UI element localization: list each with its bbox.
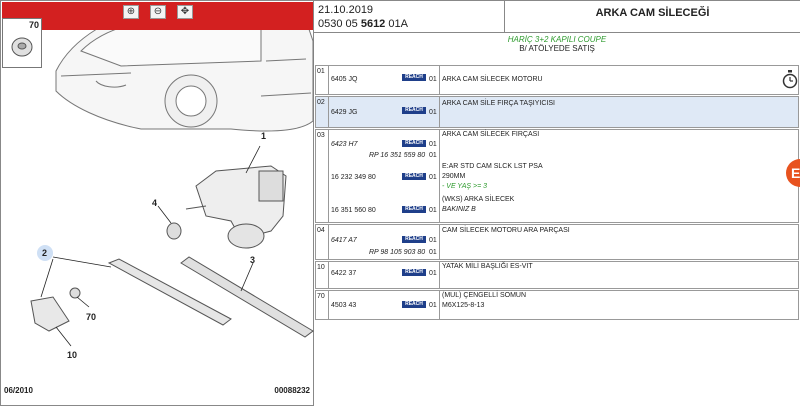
part-description-alt: (WKS) ARKA SİLECEK [442, 196, 515, 203]
part-cell [329, 130, 440, 222]
part-cell [329, 291, 440, 319]
table-row[interactable] [315, 65, 799, 95]
quantity: 01 [429, 270, 437, 277]
part-spec: M6X125-8-13 [442, 302, 485, 309]
part-reference: BAKINIZ B [442, 206, 476, 213]
part-cell [329, 66, 440, 94]
wiper-motor [186, 166, 286, 248]
quantity: 01 [429, 207, 437, 214]
reference-number: 70 [28, 20, 39, 30]
quantity: 01 [429, 237, 437, 244]
part-description: ARKA CAM SİLE FIRÇA TAŞIYICISI [442, 100, 555, 107]
nut-part [70, 288, 80, 298]
part-description: YATAK MİLİ BAŞLIĞI ES-VIT [442, 263, 533, 270]
wiper-arm [109, 259, 231, 325]
quantity: 01 [429, 302, 437, 309]
row-index: 01 [316, 66, 329, 94]
row-index: 02 [316, 97, 329, 127]
wiper-blade [181, 257, 313, 337]
reach-badge: REACH [402, 301, 426, 308]
part-number[interactable]: 6405 JQ [331, 76, 358, 83]
callout-2[interactable]: 2 [42, 248, 48, 258]
row-index: 10 [316, 262, 329, 288]
part-cell [329, 262, 440, 288]
part-number[interactable]: 6423 H7 [331, 141, 358, 148]
row-index: 03 [316, 130, 329, 222]
svg-text:E: E [791, 165, 800, 181]
reach-badge: REACH [402, 74, 426, 81]
reach-badge: REACH [402, 173, 426, 180]
page-title: ARKA CAM SİLECEĞİ [504, 1, 800, 33]
reach-badge: REACH [402, 140, 426, 147]
note-line-2: B/ ATÖLYEDE SATIŞ [519, 44, 595, 53]
quantity: 01 [429, 174, 437, 181]
zoom-out-icon[interactable]: ⊖ [150, 5, 166, 19]
part-description: (MUL) ÇENGELLİ SOMUN [442, 292, 527, 299]
table-row-selected[interactable] [315, 96, 799, 128]
part-number[interactable]: 4503 43 [331, 302, 357, 309]
part-number[interactable]: 6417 A7 [331, 237, 357, 244]
callout-3[interactable]: 3 [250, 255, 256, 265]
part-description: ARKA CAM SİLECEK FIRÇASI [442, 131, 540, 138]
reference-thumbnail[interactable] [2, 18, 42, 68]
callout-10[interactable]: 10 [67, 350, 78, 360]
description-cell [440, 291, 798, 319]
callout-4[interactable]: 4 [152, 198, 158, 208]
quantity: 01 [429, 152, 437, 159]
washer-part [167, 223, 181, 239]
table-row[interactable] [315, 261, 799, 289]
part-number-alt[interactable]: RP 98 105 903 80 [369, 249, 426, 256]
stopwatch-icon[interactable] [782, 69, 798, 89]
part-spec-size: 290MM [442, 173, 466, 180]
part-condition: - VE YAŞ >= 3 [442, 183, 488, 190]
description-cell [440, 262, 798, 288]
row-index: 04 [316, 225, 329, 259]
cap-part [31, 297, 69, 331]
part-number[interactable]: 6422 37 [331, 270, 357, 277]
diagram-panel [0, 0, 314, 406]
part-cell [329, 225, 440, 259]
header-reference [318, 18, 408, 30]
e-badge-icon[interactable] [782, 158, 800, 188]
parts-header [314, 1, 800, 33]
footer-date: 06/2010 [4, 386, 33, 395]
row-index: 70 [316, 291, 329, 319]
callout-70[interactable]: 70 [86, 312, 97, 322]
part-cell [329, 97, 440, 127]
part-description: ARKA CAM SİLECEK MOTORU [442, 76, 543, 83]
reach-badge: REACH [402, 269, 426, 276]
zoom-in-icon[interactable]: ⊕ [123, 5, 139, 19]
reach-badge: REACH [402, 236, 426, 243]
part-description: CAM SİLECEK MOTORU ARA PARÇASI [442, 227, 570, 234]
part-number[interactable]: 16 232 349 80 [331, 174, 376, 181]
quantity: 01 [429, 109, 437, 116]
description-cell [440, 97, 798, 127]
part-number[interactable]: 16 351 560 80 [331, 207, 376, 214]
description-cell [440, 66, 798, 94]
description-cell [440, 225, 798, 259]
quantity: 01 [429, 141, 437, 148]
footer-code: 00088232 [274, 386, 310, 395]
nut-thumbnail-icon [3, 19, 41, 67]
parts-panel [314, 0, 800, 406]
table-row[interactable] [315, 224, 799, 260]
description-cell [440, 130, 798, 222]
table-row[interactable] [315, 290, 799, 320]
quantity: 01 [429, 76, 437, 83]
header-date: 21.10.2019 [318, 4, 374, 16]
pan-icon[interactable]: ✥ [177, 5, 193, 19]
part-spec: E:AR STD CAM SLCK LST PSA [442, 163, 543, 170]
callout-1[interactable]: 1 [261, 131, 267, 141]
reach-badge: REACH [402, 206, 426, 213]
ref-suffix: 01A [388, 18, 408, 30]
part-number[interactable]: 6429 JG [331, 109, 358, 116]
table-row[interactable] [315, 129, 799, 223]
note-line-1: HARİÇ 3+2 KAPILI COUPE [507, 35, 607, 44]
part-number-alt[interactable]: RP 16 351 559 80 [369, 152, 426, 159]
quantity: 01 [429, 249, 437, 256]
exploded-diagram [1, 1, 315, 407]
ref-prefix: 0530 05 [318, 18, 358, 30]
reach-badge: REACH [402, 107, 426, 114]
variant-note [314, 35, 800, 53]
ref-bold: 5612 [360, 18, 386, 30]
